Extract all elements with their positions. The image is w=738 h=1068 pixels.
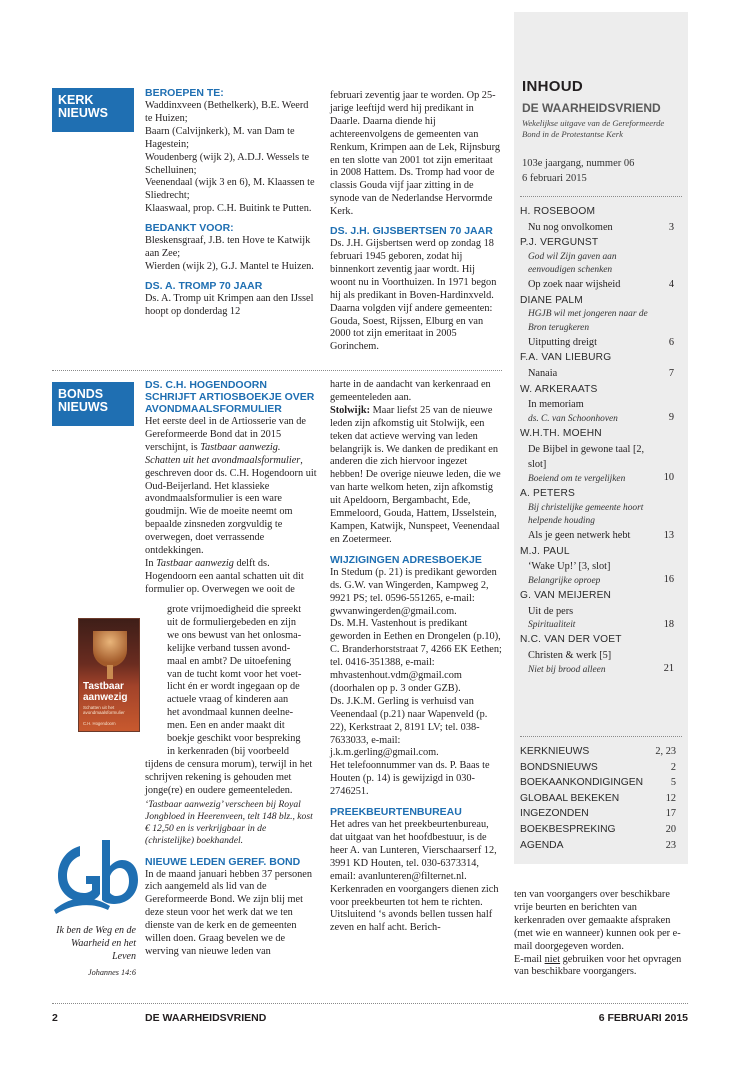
section-label: BOEKBESPREKING (520, 823, 616, 835)
toc-article-title: Uitputting dreigt (528, 336, 597, 348)
book-title-line: Tastbaar (83, 681, 124, 692)
heading: BEDANKT VOOR: (145, 222, 234, 235)
toc-author: W. ARKERAATS (520, 383, 598, 395)
toc-entry (520, 293, 680, 309)
toc-entry (520, 366, 680, 382)
text-line: kelijke verband tussen avond- (167, 642, 291, 654)
paragraph: Ds. M.H. Vastenhout is predikant geworden in Eethen en Drongelen (p.10), C. Branderhorststraat 7, 4266 EK Eethen; tel. 0416-351388, e-mail: mhvastenhout.vdm@gmail.com (doorhalen op p. 3 onder GZB). (330, 618, 502, 694)
text: E-mail (514, 953, 545, 965)
toc-entry (520, 544, 680, 560)
italic-title: Tastbaar aanwezig. Schatten uit het avondmaalsformulier (145, 441, 301, 466)
toc-entry (520, 559, 680, 575)
toc-page-number: 9 (668, 412, 674, 424)
toc-entry (520, 648, 680, 664)
heading: DS. J.H. GIJSBERTSEN 70 JAAR (330, 225, 493, 238)
toc-page-number: 16 (663, 574, 674, 586)
toc-entry (520, 397, 680, 413)
bondsnieuws-intro (145, 379, 317, 597)
gb-logo-icon (50, 836, 140, 922)
paragraph: In de maand januari hebben 37 personen zich aangemeld als lid van de Gereformeerde Bond. We zijn blij met deze steun voor het werk dat we ten dienste van de kerk en de gemeenten willen doen. Graag bevelen we de werving van nieuwe leden van (145, 868, 312, 957)
text: , geschreven door ds. C.H. Hogendoorn uit Oud-Beijerland. Het klassieke avondmaalsformulier is een ware goudmijn. Wie de moeite neemt om bepaalde zinsneden zorgvuldig te overwegen, doet verrassende ontdekkingen. (145, 454, 317, 557)
paragraph: Ds. J.H. Gijsbertsen werd op zondag 18 februari 1945 geboren, zodat hij binnenkort zeventig jaar wordt. Hij woont nu in Voorthuizen. In 1971 begon hij als predikant in Boven-Hardinxveld. Daarna volgden vijf andere gemeenten: Gouda, Soest, Rijssen, Elburg en van 2000 tot zijn emeritaat in 2005 Gorinchem. (330, 238, 497, 353)
toc-entry (520, 604, 680, 620)
section-divider (52, 370, 502, 371)
book-cover-image (78, 618, 140, 732)
toc-page-number: 3 (668, 221, 674, 233)
magazine-subtitle: Wekelijkse uitgave van de Gereformeerde Bond in de Protestantse Kerk (522, 118, 665, 139)
table-of-contents (520, 204, 680, 677)
toc-page-number: 6 (668, 336, 674, 348)
bondsnieuws-wrapped-text (167, 604, 319, 759)
toc-article-title: Uit de pers (528, 605, 574, 617)
paragraph: februari zeventig jaar te worden. Op 25-jarige leeftijd werd hij predikant in Daarle. Daarna diende hij achtereenvolgens de gemeenten van Renkum, Krimpen aan de Lek, Rijnsburg en ten slotte van 2001 tot zijn emeritaat in 2008 Hattem. Ds. Tromp had voor de classis Gouda vijf jaar zitting in de synode van de Nederlandse Hervormde Kerk. (330, 90, 500, 218)
toc-entry (520, 442, 680, 473)
toc-page-number: 21 (663, 663, 674, 675)
paragraph: Ds. J.K.M. Gerling is verhuisd van Veenendaal (p.21) naar Wapenveld (p. 22), Kerkstraat 2, 8191 LV; tel. 038-7633033, e-mail: j.k.m.gerling@gmail.com. (330, 695, 488, 759)
toc-author: W.H.TH. MOEHN (520, 427, 602, 439)
toc-subtitle: Bij christelijke gemeente hoort helpende houding (528, 502, 644, 526)
section-index-entry (520, 822, 682, 838)
book-title-line: aanwezig (83, 692, 128, 703)
toc-article-title: Christen & werk [5] (528, 649, 612, 661)
toc-page-number: 10 (663, 472, 674, 484)
section-page-number: 2 (670, 761, 676, 773)
contents-title: INHOUD (522, 78, 583, 95)
section-label: KERKNIEUWS (520, 746, 590, 757)
toc-entry (520, 308, 680, 334)
text-line: uit de formuliergebeden en zijn (167, 616, 297, 628)
book-subtitle: Schatten uit het avondmaalsformulier (83, 705, 125, 716)
footer-divider (52, 1003, 688, 1004)
sidebar-divider (520, 196, 682, 197)
toc-entry (520, 413, 680, 426)
section-index-entry (520, 744, 682, 760)
toc-subtitle: Niet bij brood alleen (528, 664, 606, 675)
label-line: KERK (58, 93, 94, 107)
toc-page-number: 18 (663, 618, 674, 630)
section-label: AGENDA (520, 839, 564, 851)
text-line: licht én er wordt ingegaan op de (167, 681, 300, 693)
toc-entry (520, 664, 680, 677)
page-number: 2 (52, 1012, 58, 1024)
section-page-number: 2, 23 (655, 746, 676, 757)
toc-article-title: ‘Wake Up!’ [3, slot] (528, 561, 611, 573)
section-label: BONDSNIEUWS (520, 761, 598, 773)
text-line: maal en ambt? De uitoefening (167, 655, 292, 667)
paragraph: Veenendaal (wijk 3 en 6), M. Klaassen te Sliedrecht; (145, 177, 315, 202)
section-page-number: 20 (665, 823, 676, 835)
paragraph: Waddinxveen (Bethelkerk), B.E. Weerd te Huizen; (145, 100, 309, 124)
bondsnieuws-column-1 (145, 379, 317, 597)
section-page-number: 17 (665, 808, 676, 820)
label-line: BONDS (58, 387, 104, 401)
bondsnieuws-label (52, 382, 134, 426)
paragraph (514, 954, 688, 980)
text: gebruiken voor het opvragen van beschikbare voorgangers. (514, 953, 682, 978)
label-line: NIEUWS (58, 400, 108, 414)
paragraph: Bleskensgraaf, J.B. ten Hove te Katwijk aan Zee; (145, 235, 311, 260)
text: Maar liefst 25 van de nieuwe leden zijn afkomstig uit Stolwijk, een teken dat actieve werving van leden belangrijk is. We danken de predikant en anderen die zich hiervoor ingezet hebben! De overige nieuwe leden, die we van harte welkom heten, zijn afkomstig uit Apeldoorn, Bergambacht, Ede, Emmeloord, Gouda, Hattem, IJsselstein, Kampen, Katwijk, Nunspeet, Veenendaal en Zoetermeer. (330, 404, 501, 545)
paragraph: ten van voorgangers over beschikbare vrije beurten en berichten van kerkenraden over gemaakte afspraken (met wie en wanneer) kunnen ook per e-mail doorgegeven worden. (514, 889, 681, 952)
toc-subtitle: Belangrijke oproep (528, 575, 601, 586)
toc-author: M.J. PAUL (520, 545, 570, 557)
heading: NIEUWE LEDEN GEREF. BOND (145, 855, 301, 868)
text-line: boekje geschikt voor bespreking (167, 733, 301, 745)
footer-magazine-name: DE WAARHEIDSVRIEND (145, 1012, 267, 1024)
toc-entry (520, 502, 680, 528)
italic-title: Tastbaar aanwezig (156, 557, 234, 569)
footer-date: 6 FEBRUARI 2015 (598, 1012, 688, 1024)
label-line: NIEUWS (58, 106, 108, 120)
bondsnieuws-column-1-lower (145, 759, 317, 959)
paragraph: Ds. A. Tromp uit Krimpen aan den IJssel hoopt op donderdag 12 (145, 292, 314, 317)
toc-entry (520, 619, 680, 632)
paragraph: Woudenberg (wijk 2), A.D.J. Wessels te Schelluinen; (145, 151, 310, 176)
paragraph: harte in de aandacht van kerkenraad en gemeenteleden aan. (330, 379, 491, 403)
toc-article-title: Nanaia (528, 367, 558, 379)
bold-lead: Stolwijk: (330, 404, 371, 416)
toc-article-title: Op zoek naar wijsheid (528, 279, 621, 291)
toc-entry (520, 575, 680, 588)
text-line: men. Een en ander maakt dit (167, 720, 285, 732)
toc-entry (520, 251, 680, 277)
paragraph: Klaaswaal, prop. C.H. Buitink te Putten. (145, 203, 312, 215)
section-label: BOEKAANKONDIGINGEN (520, 777, 644, 789)
toc-entry (520, 588, 680, 604)
toc-entry (520, 235, 680, 251)
toc-subtitle: Boeiend om te vergelijken (528, 473, 626, 484)
toc-page-number: 4 (668, 279, 674, 291)
paragraph (145, 558, 317, 597)
kerknieuws-column-1 (145, 87, 317, 319)
section-page-number: 23 (665, 839, 676, 851)
text: In (145, 557, 157, 569)
text-line: van de tucht komt voor het voet- (167, 668, 302, 680)
section-index (520, 744, 682, 853)
toc-entry (520, 204, 680, 220)
heading: PREEKBEURTENBUREAU (330, 806, 462, 819)
toc-subtitle: God wil Zijn gaven aan eenvoudigen schenken (528, 251, 617, 275)
book-author: C.H. Hogendoorn (83, 721, 116, 726)
toc-entry (520, 528, 680, 544)
toc-author: P.J. VERGUNST (520, 237, 599, 249)
toc-entry (520, 335, 680, 351)
toc-entry (520, 486, 680, 502)
toc-author: DIANE PALM (520, 294, 583, 306)
toc-article-title: Als je geen netwerk hebt (528, 529, 631, 541)
underlined-text: niet (544, 953, 561, 965)
paragraph: Kerkenraden en voorgangers dienen zich voor preekbeurten tot hem te richten. Uitsluitend ‘s avonds bellen tussen half zeven en half acht. Berich- (330, 883, 499, 934)
paragraph: Wierden (wijk 2), G.J. Mantel te Huizen. (145, 260, 314, 272)
bible-quote: Ik ben de Weg en de Waarheid en het Leven (56, 925, 136, 962)
toc-entry (520, 632, 680, 648)
toc-author: G. VAN MEIJEREN (520, 589, 612, 601)
toc-author: A. PETERS (520, 487, 576, 499)
paragraph: In Stedum (p. 21) is predikant geworden ds. G.W. van Wingerden, Kampweg 2, 9921 PS; tel. 0596-551265, e-mail: gwvanwingerden@gmail.com. (330, 566, 497, 617)
toc-subtitle: ds. C. van Schoonhoven (528, 413, 618, 424)
toc-subtitle: HGJB wil met jongeren naar de Bron terugkeren (528, 309, 648, 333)
toc-article-title: In memoriam (528, 399, 584, 411)
section-label: INGEZONDEN (520, 808, 589, 820)
paragraph (330, 405, 502, 547)
paragraph: Het telefoonnummer van ds. P. Baas te Houten (p. 14) is gewijzigd in 030-2746251. (330, 760, 490, 798)
heading: WIJZIGINGEN ADRESBOEKJE (330, 553, 482, 566)
toc-subtitle: Spiritualiteit (528, 620, 576, 631)
text-line: we ons bewust van het onlosma- (167, 629, 302, 641)
paragraph: Baarn (Calvijnkerk), M. van Dam te Hagestein; (145, 125, 295, 150)
heading: DS. A. TROMP 70 JAAR (145, 279, 263, 292)
section-page-number: 12 (665, 792, 676, 804)
section-index-entry (520, 791, 682, 807)
toc-article-title: De Bijbel in gewone taal [2, slot] (528, 443, 645, 471)
chalice-stem (107, 665, 113, 679)
sidebar-divider (520, 736, 682, 737)
bondsnieuws-column-2 (330, 379, 502, 935)
text-line: actuele vraag of kinderen aan (167, 694, 289, 706)
issue-info (522, 156, 682, 186)
paragraph: Het adres van het preekbeurtenbureau, dat uitgaat van het hoofdbestuur, is de heer A. van Lunteren, Vierschaarserf 12, 3991 KD Houten, tel. 030-6373314, email: avanlunteren@filternet.nl. (330, 819, 497, 882)
bible-quote-reference: Johannes 14:6 (88, 968, 136, 977)
section-index-entry (520, 838, 682, 854)
bondsnieuws-column-3 (514, 889, 688, 979)
toc-page-number: 7 (668, 367, 674, 379)
chalice-icon (93, 631, 127, 667)
toc-entry (520, 382, 680, 398)
text: delft ds. Hogendoorn een aantal schatten uit dit formulier op. Overwegen we ooit de (145, 557, 304, 595)
paragraph (145, 416, 317, 558)
text-line: het avondmaal kunnen deelne- (167, 707, 294, 719)
section-label: GLOBAAL BEKEKEN (520, 792, 620, 804)
toc-entry (520, 220, 680, 236)
text-line: grote vrijmoedigheid die spreekt (167, 604, 302, 615)
toc-entry (520, 426, 680, 442)
toc-article-title: Nu nog onvolkomen (528, 221, 613, 233)
heading: BEROEPEN TE: (145, 87, 224, 99)
kerknieuws-label (52, 88, 134, 132)
magazine-title: DE WAARHEIDSVRIEND (522, 101, 661, 115)
section-index-entry (520, 806, 682, 822)
text: Het eerste deel in de Artiosserie van de Gereformeerde Bond dat in 2015 verschijnt, is (145, 416, 306, 453)
book-title (83, 681, 127, 703)
paragraph: tijdens de censura morum), terwijl in het schrijven rekening is gehouden met jonge(re) en oudere gemeenteleden. (145, 759, 313, 796)
issue-volume: 103e jaargang, nummer 06 (522, 158, 635, 169)
section-index-entry (520, 760, 682, 776)
toc-entry (520, 473, 680, 486)
toc-entry (520, 350, 680, 366)
issue-date: 6 februari 2015 (522, 173, 587, 184)
section-index-entry (520, 775, 682, 791)
kerknieuws-column-2 (330, 90, 502, 354)
book-note: ‘Tastbaar aanwezig’ verscheen bij Royal Jongbloed in Heerenveen, telt 148 blz., kost € 12,50 en is verkrijgbaar in de (christelijke) boekhandel. (145, 798, 313, 847)
heading: DS. C.H. HOGENDOORN SCHRIJFT ARTIOSBOEKJE OVER AVONDMAALSFORMULIER (145, 379, 315, 415)
toc-author: F.A. VAN LIEBURG (520, 352, 612, 364)
toc-author: H. ROSEBOOM (520, 206, 596, 217)
toc-author: N.C. VAN DER VOET (520, 634, 622, 646)
section-page-number: 5 (670, 777, 676, 789)
toc-page-number: 13 (663, 529, 674, 541)
text-line: in kerkenraden (bij voorbeeld (167, 745, 290, 757)
toc-entry (520, 277, 680, 293)
